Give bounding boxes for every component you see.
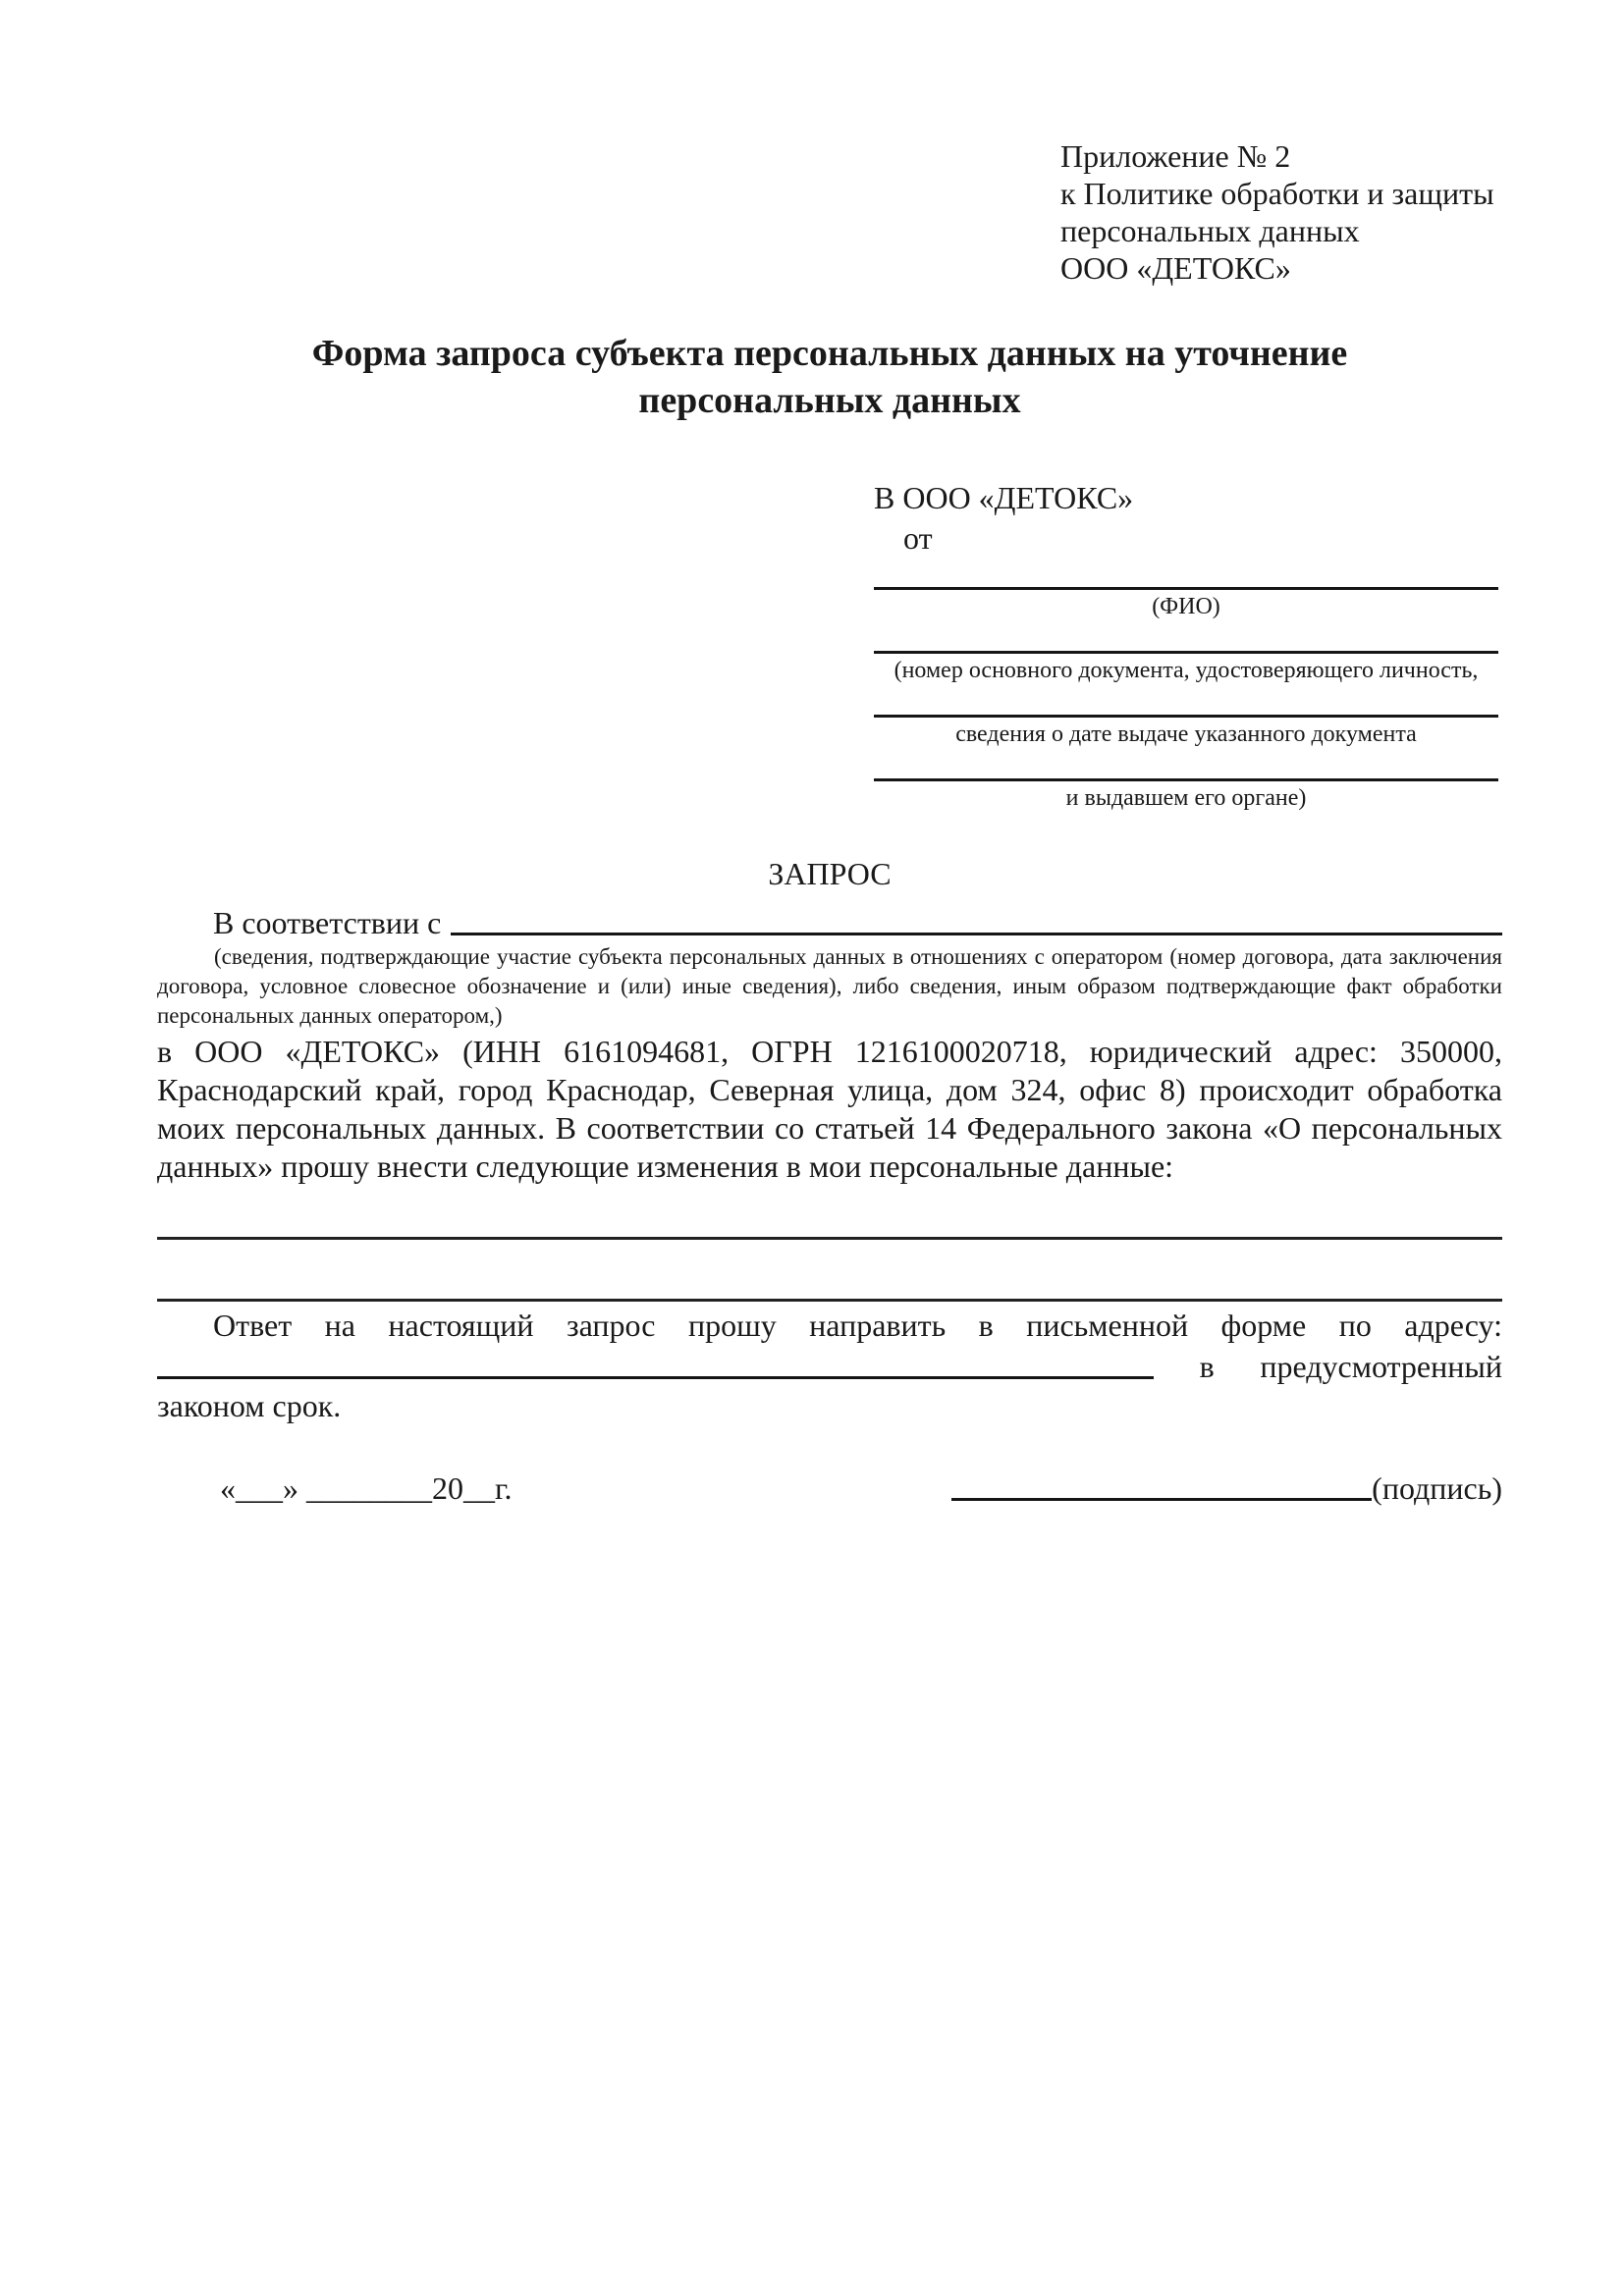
issuing-authority-caption: и выдавшем его органе): [1065, 785, 1307, 811]
request-heading: ЗАПРОС: [768, 856, 892, 891]
issue-date-field-row: [874, 715, 1498, 749]
reply-lead-text: Ответ на настоящий запрос прошу направить в письменной форме по адресу:: [213, 1308, 1502, 1343]
fio-field-row: [874, 587, 1498, 621]
appendix-header-line-4: ООО «ДЕТОКС»: [1060, 250, 1291, 286]
reply-tail-text: законом срок.: [157, 1388, 342, 1423]
appendix-header-line-1: Приложение № 2: [1060, 138, 1291, 174]
issue-date-blank-line: [874, 715, 1498, 718]
form-title-line-1: Форма запроса субъекта персональных данных на уточнение: [311, 333, 1348, 374]
reply-address-blank-line: [157, 1376, 1154, 1379]
addressee-organization: В ООО «ДЕТОКС»: [874, 480, 1134, 515]
form-title-line-2: персональных данных: [638, 380, 1021, 421]
accordance-line: [157, 903, 1502, 942]
form-title: [157, 330, 1502, 424]
reply-word-term: предусмотренный: [1260, 1349, 1502, 1384]
document-number-field-row: [874, 651, 1498, 685]
appendix-header-line-2: к Политике обработки и защиты: [1060, 176, 1494, 211]
accordance-note: (сведения, подтверждающие участие субъекта персональных данных в отношениях с оператором (номер договора, дата заключения договора, условное словесное обозначение и (или) иные сведения), либо сведения, иным образом подтверждающие факт обработки персональных данных оператором,): [157, 944, 1502, 1028]
signature-blank-line: [951, 1498, 1372, 1501]
document-number-caption: (номер основного документа, удостоверяющего личность,: [893, 658, 1479, 683]
reply-address-row: [157, 1347, 1502, 1386]
signature-caption: (подпись): [1372, 1470, 1502, 1506]
reply-word-in: в: [1199, 1349, 1215, 1384]
accordance-lead-text: В соответствии с: [213, 905, 442, 940]
issuing-authority-blank-line: [874, 778, 1498, 781]
document-number-blank-line: [874, 651, 1498, 654]
appendix-header: [1060, 137, 1502, 287]
addressee-from-label: от: [903, 520, 933, 556]
appendix-header-line-3: персональных данных: [1060, 213, 1360, 248]
changes-blank-line-1: [157, 1186, 1502, 1240]
fio-caption: (ФИО): [1152, 594, 1220, 619]
changes-blank-line-2: [157, 1240, 1502, 1302]
accordance-blank-line: [451, 933, 1502, 935]
date-fill-in: «___» ________20__г.: [220, 1470, 513, 1506]
body-paragraph: в ООО «ДЕТОКС» (ИНН 6161094681, ОГРН 1216100020718, юридический адрес: 350000, Краснодарский край, город Краснодар, Северная улица, дом 324, офис 8) происходит обработка моих персональных данных. В соответствии со статьей 14 Федерального закона «О персональных данных» прошу внести следующие изменения в мои персональные данные:: [157, 1034, 1502, 1184]
issuing-authority-field-row: [874, 778, 1498, 813]
fio-blank-line: [874, 587, 1498, 590]
signature-group: [951, 1468, 1502, 1508]
date-signature-row: [157, 1468, 1502, 1508]
issue-date-caption: сведения о дате выдаче указанного документа: [955, 721, 1417, 747]
addressee-block: [874, 477, 1498, 813]
